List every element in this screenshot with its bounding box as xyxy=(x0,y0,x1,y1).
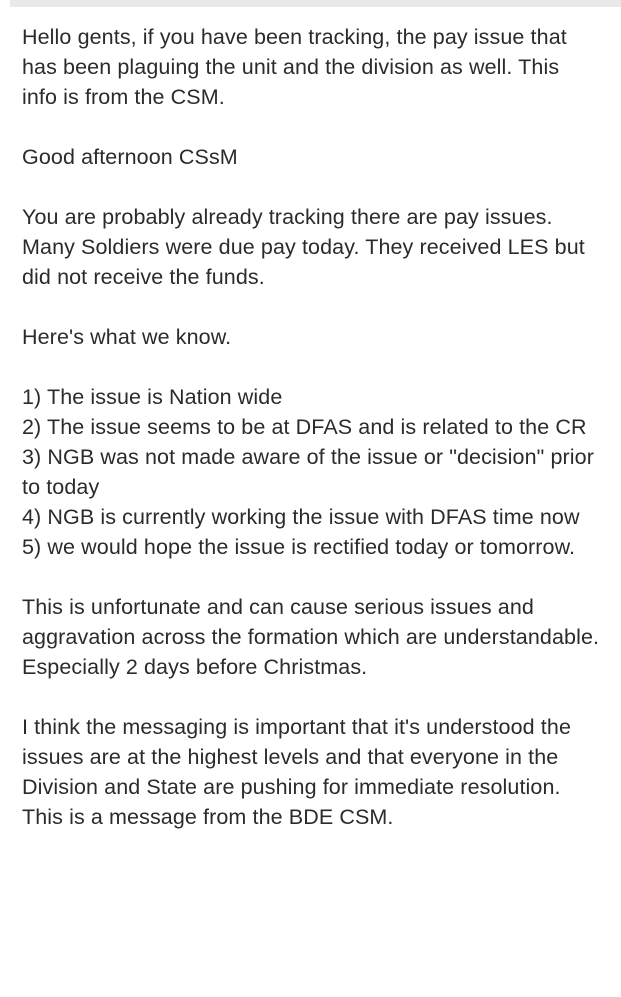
numbered-list xyxy=(22,382,600,562)
list-item: 4) NGB is currently working the issue with DFAS time now xyxy=(22,505,580,529)
list-item: 2) The issue seems to be at DFAS and is related to the CR xyxy=(22,415,587,439)
paragraph-greeting: Good afternoon CSsM xyxy=(22,145,238,169)
paragraph-signature: This is a message from the BDE CSM. xyxy=(22,805,394,829)
paragraph-what-we-know: Here's what we know. xyxy=(22,325,232,349)
paragraph-unfortunate: This is unfortunate and can cause serious issues and aggravation across the formation which are understandable. Especially 2 days before Christmas. xyxy=(22,595,606,679)
list-item: 5) we would hope the issue is rectified today or tomorrow. xyxy=(22,535,576,559)
message-body xyxy=(22,22,606,832)
paragraph-pay-issues: You are probably already tracking there are pay issues. Many Soldiers were due pay today. They received LES but did not receive the funds. xyxy=(22,205,591,289)
list-item: 3) NGB was not made aware of the issue or "decision" prior to today xyxy=(22,445,601,499)
top-edge-strip-cap xyxy=(0,0,10,7)
top-edge-strip xyxy=(0,0,621,7)
list-item: 1) The issue is Nation wide xyxy=(22,385,283,409)
paragraph-messaging: I think the messaging is important that it's understood the issues are at the highest levels and that everyone in the Division and State are pushing for immediate resolution. xyxy=(22,715,578,799)
paragraph-intro: Hello gents, if you have been tracking, the pay issue that has been plaguing the unit and the division as well. This info is from the CSM. xyxy=(22,25,573,109)
